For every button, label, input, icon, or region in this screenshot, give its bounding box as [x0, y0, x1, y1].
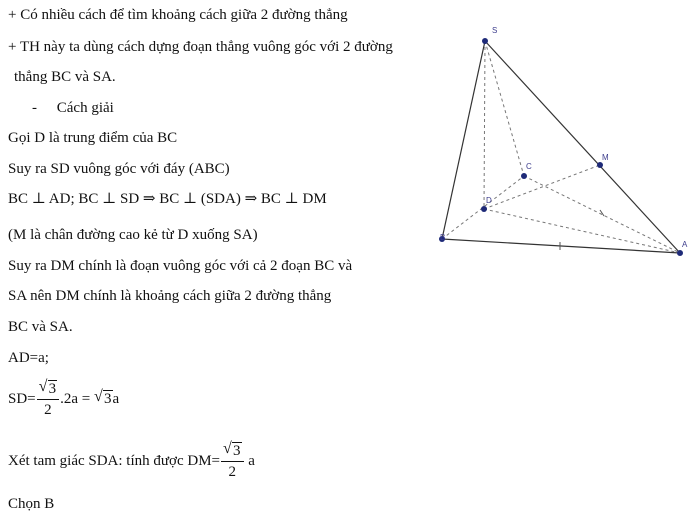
edge-sa: [485, 41, 680, 253]
text-line-5: Gọi D là trung điểm của BC: [8, 130, 178, 146]
edge-da: [484, 209, 680, 253]
label-m: M: [602, 153, 609, 162]
sd-rhs-rad: 3: [104, 390, 112, 407]
text-line-11: BC và SA.: [8, 319, 73, 335]
solid-edges: [442, 41, 680, 253]
edge-sd: [484, 41, 485, 209]
heading-solution: Cách giải: [56, 100, 114, 116]
dm-num: 3: [233, 443, 241, 459]
edge-dm: [484, 165, 600, 209]
label-s: S: [492, 26, 498, 35]
points: [439, 38, 683, 256]
sd-lhs: SD=: [8, 390, 36, 407]
tick-marks: [560, 210, 604, 250]
label-c: C: [526, 162, 532, 171]
sd-rhs-tail: a: [112, 390, 120, 407]
math-line-perpendicular: BC ⊥ AD; BC ⊥ SD ⇒ BC ⊥ (SDA) ⇒ BC ⊥ DM: [8, 191, 327, 207]
fraction-sqrt3-over-2: √ 3 2: [37, 380, 60, 419]
dm-den: 2: [228, 464, 236, 480]
text-line-4: [32, 99, 114, 117]
pyramid-figure: [430, 20, 692, 270]
text-line-3: thẳng BC và SA.: [14, 69, 116, 85]
text-line-1: + Có nhiều cách để tìm khoảng cách giữa 2 đường thẳng: [8, 7, 348, 23]
dm-tail: a: [248, 452, 255, 469]
text-line-6: Suy ra SD vuông góc với đáy (ABC): [8, 161, 230, 177]
point-s: [482, 38, 488, 44]
dm-prefix: Xét tam giác SDA: tính được DM=: [8, 452, 220, 469]
point-d: [481, 206, 487, 212]
bullet-dash: -: [32, 100, 37, 116]
label-b: B: [440, 233, 446, 242]
point-c: [521, 173, 527, 179]
edge-sc: [485, 41, 524, 176]
sd-rhs-sqrt: √ 3: [94, 387, 112, 407]
text-line-8: (M là chân đường cao kẻ từ D xuống SA): [8, 227, 258, 243]
equation-sd: [8, 380, 119, 419]
text-line-10: SA nên DM chính là khoảng cách giữa 2 đường thẳng: [8, 288, 332, 304]
edge-ca: [524, 176, 680, 253]
edge-ba: [442, 239, 680, 253]
sd-mid: .2a =: [60, 390, 91, 407]
point-a: [677, 250, 683, 256]
edge-sb: [442, 41, 485, 239]
tick-ca: [600, 210, 604, 216]
label-a: A: [682, 240, 688, 249]
text-line-12: AD=a;: [8, 350, 49, 366]
text-line-9: Suy ra DM chính là đoạn vuông góc với cả 2 đoạn BC và: [8, 258, 353, 274]
answer-choice: Chọn B: [8, 496, 55, 512]
point-labels: [440, 26, 688, 249]
sd-den: 2: [44, 402, 52, 418]
point-m: [597, 162, 603, 168]
equation-dm: [8, 442, 255, 481]
label-d: D: [486, 196, 492, 205]
fraction-dm: √ 3 2: [221, 442, 244, 481]
sd-num: 3: [48, 381, 57, 397]
text-line-2: + TH này ta dùng cách dựng đoạn thẳng vuông góc với 2 đường: [8, 39, 393, 55]
